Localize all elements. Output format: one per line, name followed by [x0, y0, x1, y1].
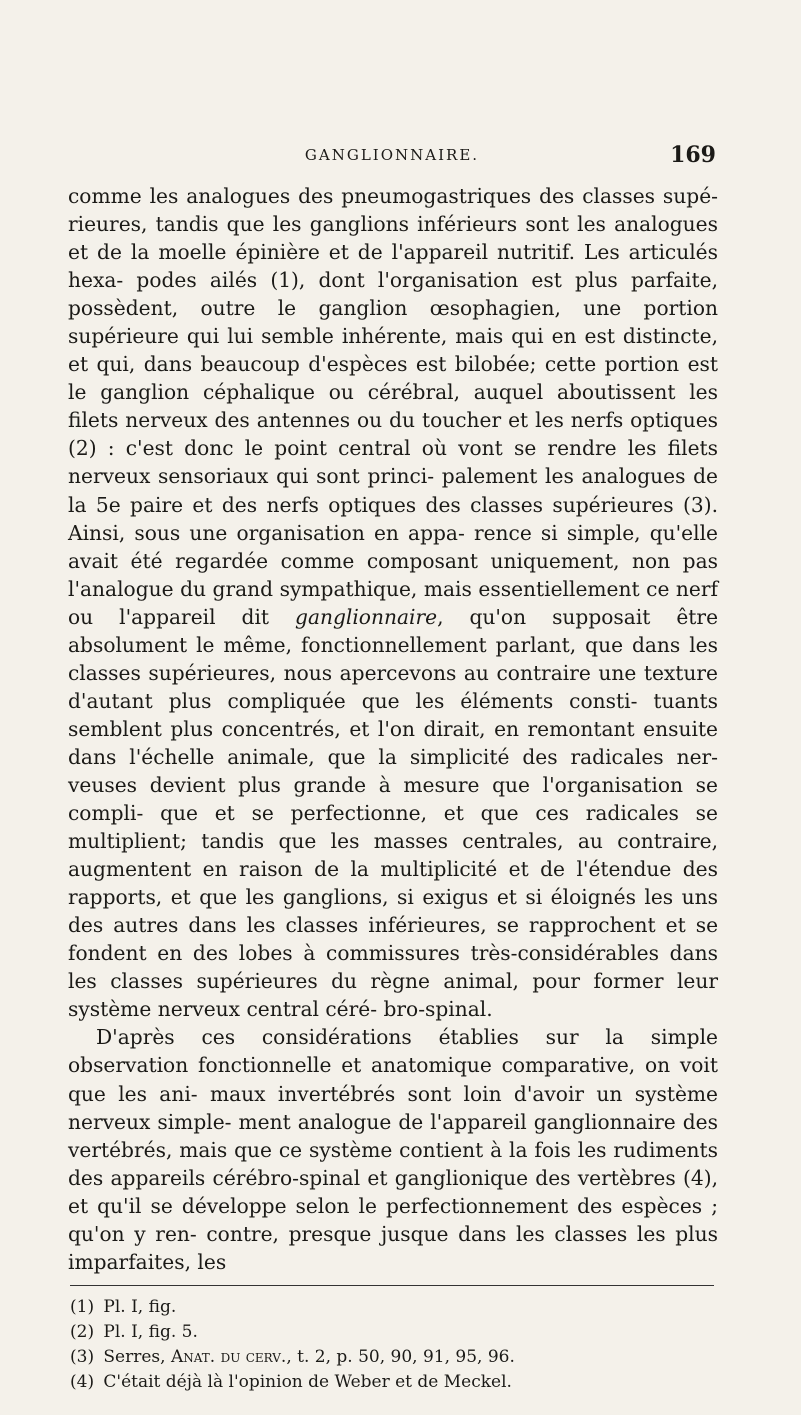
- text-line: cérébral, auquel aboutissent les filets nerveux des antennes ou: [68, 380, 718, 433]
- footnote-3: [70, 1345, 720, 1370]
- text-line: d'espèces est bilobée; cette portion est le ganglion céphalique ou: [68, 352, 718, 405]
- body-text: [68, 182, 718, 1276]
- text-line: palement les analogues de la 5e paire et des nerfs optiques des: [68, 464, 718, 517]
- footnote-mark: (2): [70, 1322, 95, 1342]
- text-line: tuants semblent plus concentrés, et l'on dirait, en remontant: [68, 688, 719, 741]
- text-line: de la moelle épinière et de l'appareil nutritif. Les articulés hexa-: [68, 240, 718, 293]
- footnote-4: [70, 1370, 720, 1395]
- text-line: commissures très-considérables dans les classes supérieures du: [68, 941, 718, 994]
- text-line: raison de la multiplicité et de l'étendue des rapports, et que: [68, 857, 718, 910]
- footnote-work-title: Anat. du cerv.: [170, 1347, 287, 1367]
- text-line: une texture d'autant plus compliquée que les éléments consti-: [68, 660, 718, 713]
- footnote-text: Pl. I, fig.: [103, 1297, 177, 1317]
- text-line: semble inhérente, mais qui en est distincte, et qui, dans beaucoup: [68, 324, 718, 377]
- text-line: cérébro-spinal et ganglionique des vertèbres (4), et qu'il se: [68, 1165, 718, 1218]
- text-line: veuses devient plus grande à mesure que l'organisation se compli-: [68, 772, 718, 826]
- text-line: bro-spinal.: [383, 997, 493, 1022]
- text-line: règne animal, pour former leur système nerveux central céré-: [68, 969, 719, 1022]
- text-line: contre, presque jusque dans les classes les plus imparfaites, les: [68, 1221, 718, 1274]
- text-line: ensuite dans l'échelle animale, que la simplicité des radicales ner-: [68, 716, 718, 769]
- text-line: fonctionnelle et anatomique comparative, on voit que les ani-: [68, 1053, 718, 1106]
- italic-term: ganglionnaire: [295, 604, 438, 629]
- text-line: où vont se rendre les filets nerveux sensoriaux qui sont princi-: [68, 436, 718, 489]
- text-line: tandis que les masses centrales, au contraire, augmentent en: [68, 829, 718, 882]
- text-line: les ganglions, si exigus et si éloignés les uns des autres dans les: [68, 885, 719, 938]
- text-line: du toucher et les nerfs optiques (2) : c'est donc le point central: [68, 408, 718, 461]
- text-line: que ce système contient à la fois les rudiments des appareils: [68, 1137, 718, 1190]
- text-line: développe selon le perfectionnement des espèces ; qu'on y ren-: [68, 1193, 719, 1246]
- text-line: podes ailés (1), dont l'organisation est plus parfaite, possèdent,: [68, 268, 718, 321]
- text-line: outre le ganglion œsophagien, une portion supérieure qui lui: [68, 296, 718, 349]
- page-header: [68, 142, 716, 172]
- text-line: que et se perfectionne, et que ces radicales se multiplient;: [68, 801, 718, 854]
- text-line: uniquement, non pas l'analogue du grand sympathique, mais: [68, 548, 718, 601]
- text-line: comme les analogues des pneumogastriques des classes supé-: [68, 184, 718, 208]
- footnote-text: Serres,: [103, 1347, 171, 1367]
- footnote-text: , t. 2, p. 50, 90, 91, 95, 96.: [286, 1347, 515, 1367]
- footnote-2: [70, 1320, 720, 1345]
- footnotes: [70, 1295, 720, 1395]
- text-line: classes inférieures, se rapprochent et se fondent en des lobes à: [68, 913, 719, 966]
- text-line: ment analogue de l'appareil ganglionnaire des vertébrés, mais: [68, 1109, 718, 1162]
- paragraph-2: [68, 1023, 718, 1275]
- text-line: que dans les classes supérieures, nous apercevons au contraire: [68, 632, 718, 685]
- text-line: classes supérieures (3). Ainsi, sous une organisation en appa-: [68, 492, 719, 545]
- page-number: 169: [670, 142, 716, 168]
- paragraph-1: [68, 182, 718, 1023]
- text-line: rence si simple, qu'elle avait été regardée comme composant: [68, 520, 718, 573]
- footnote-text: C'était déjà là l'opinion de Weber et de Meckel.: [103, 1372, 512, 1392]
- text-line: supposait être absolument le même, fonctionnellement parlant,: [68, 604, 719, 657]
- footnote-1: [70, 1295, 720, 1320]
- footnote-mark: (1): [70, 1297, 95, 1317]
- text-line: , qu'on: [437, 604, 527, 629]
- text-line: rieures, tandis que les ganglions inférieurs sont les analogues et: [68, 212, 718, 265]
- text-line: maux invertébrés sont loin d'avoir un système nerveux simple-: [68, 1081, 718, 1134]
- footnote-divider: [70, 1285, 714, 1286]
- running-title: GANGLIONNAIRE.: [304, 146, 480, 164]
- footnote-text: Pl. I, fig. 5.: [103, 1322, 198, 1342]
- footnote-mark: (4): [70, 1372, 95, 1392]
- text-line: D'après ces considérations établies sur la simple observation: [68, 1025, 718, 1078]
- footnote-mark: (3): [70, 1347, 95, 1367]
- text-line: essentiellement ce nerf ou l'appareil dit: [68, 576, 719, 629]
